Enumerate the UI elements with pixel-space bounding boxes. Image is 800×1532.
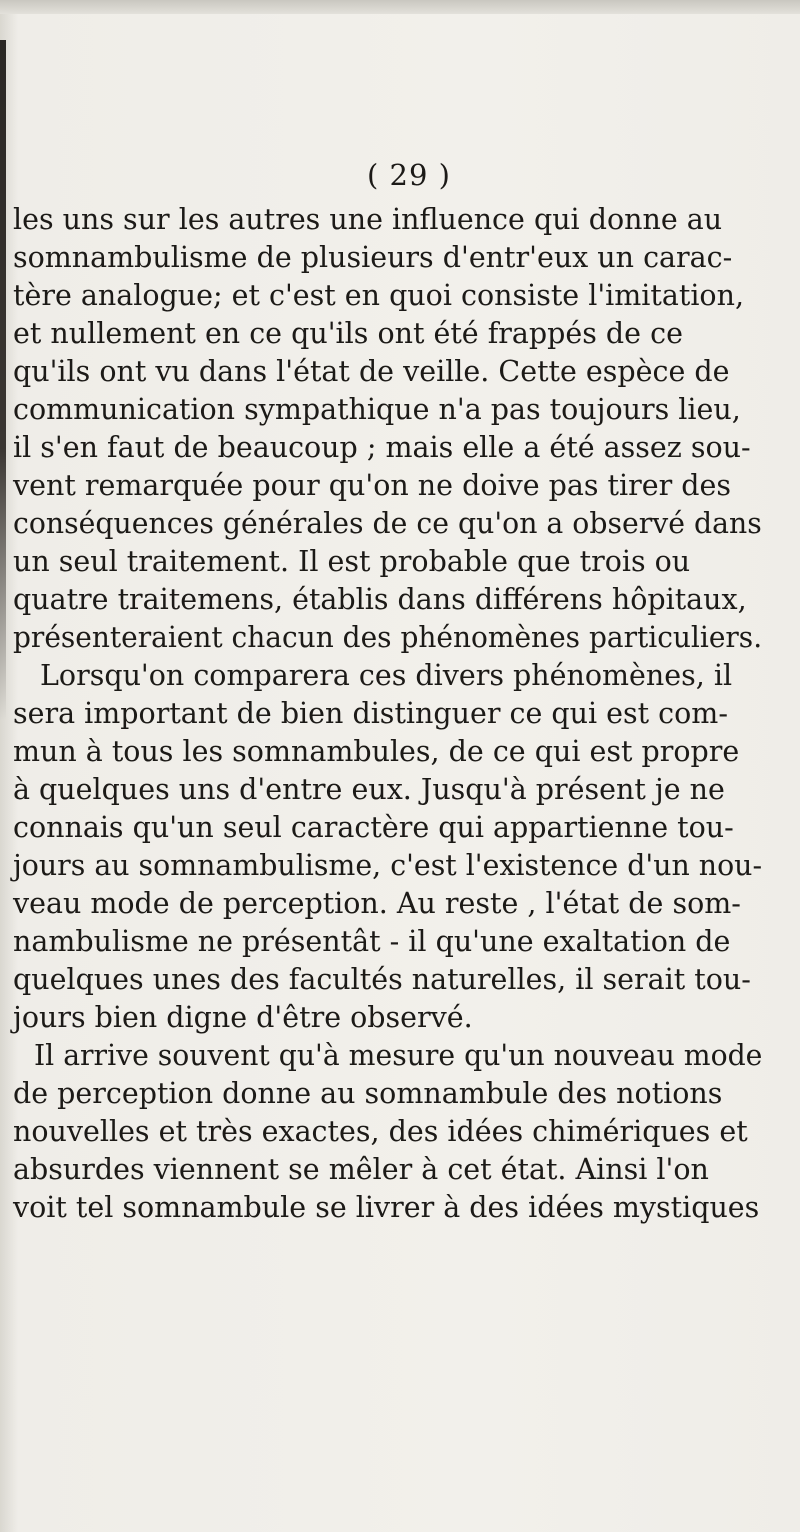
text-line: et nullement en ce qu'ils ont été frappés de ce xyxy=(13,317,683,350)
text-line: absurdes viennent se mêler à cet état. Ainsi l'on xyxy=(13,1153,709,1186)
text-line: il s'en faut de beaucoup ; mais elle a été assez sou- xyxy=(13,431,751,464)
text-line: jours au somnambulisme, c'est l'existence d'un nou- xyxy=(13,849,763,882)
text-line: mun à tous les somnambules, de ce qui est propre xyxy=(13,735,740,768)
text-line: nambulisme ne présentât - il qu'une exaltation de xyxy=(13,925,731,958)
text-line: connais qu'un seul caractère qui appartienne tou- xyxy=(13,811,734,844)
text-line: communication sympathique n'a pas toujours lieu, xyxy=(13,393,741,426)
text-line: qu'ils ont vu dans l'état de veille. Cette espèce de xyxy=(13,355,730,388)
text-line: quelques unes des facultés naturelles, il serait tou- xyxy=(13,963,751,996)
text-line: Il arrive souvent qu'à mesure qu'un nouveau mode xyxy=(34,1039,763,1072)
text-line: voit tel somnambule se livrer à des idées mystiques xyxy=(13,1191,760,1224)
text-line: Lorsqu'on comparera ces divers phénomènes, il xyxy=(40,659,733,692)
text-line: somnambulisme de plusieurs d'entr'eux un carac- xyxy=(13,241,733,274)
text-line: quatre traitemens, établis dans différens hôpitaux, xyxy=(13,583,747,616)
text-line: conséquences générales de ce qu'on a observé dans xyxy=(13,507,762,540)
text-line: jours bien digne d'être observé. xyxy=(13,1001,473,1034)
page-number: ( 29 ) xyxy=(367,158,451,192)
text-line: sera important de bien distinguer ce qui est com- xyxy=(13,697,728,730)
text-line: de perception donne au somnambule des notions xyxy=(13,1077,723,1110)
text-line: les uns sur les autres une influence qui donne au xyxy=(13,203,723,236)
text-line: veau mode de perception. Au reste , l'état de som- xyxy=(13,887,741,920)
page-binding-shadow xyxy=(0,40,6,720)
text-line: nouvelles et très exactes, des idées chimériques et xyxy=(13,1115,748,1148)
text-line: un seul traitement. Il est probable que trois ou xyxy=(13,545,691,578)
text-line: présenteraient chacun des phénomènes particuliers. xyxy=(13,621,763,654)
text-line: vent remarquée pour qu'on ne doive pas tirer des xyxy=(13,469,732,502)
text-line: tère analogue; et c'est en quoi consiste l'imitation, xyxy=(13,279,745,312)
text-line: à quelques uns d'entre eux. Jusqu'à présent je ne xyxy=(13,773,725,806)
page-top-edge xyxy=(0,0,800,14)
